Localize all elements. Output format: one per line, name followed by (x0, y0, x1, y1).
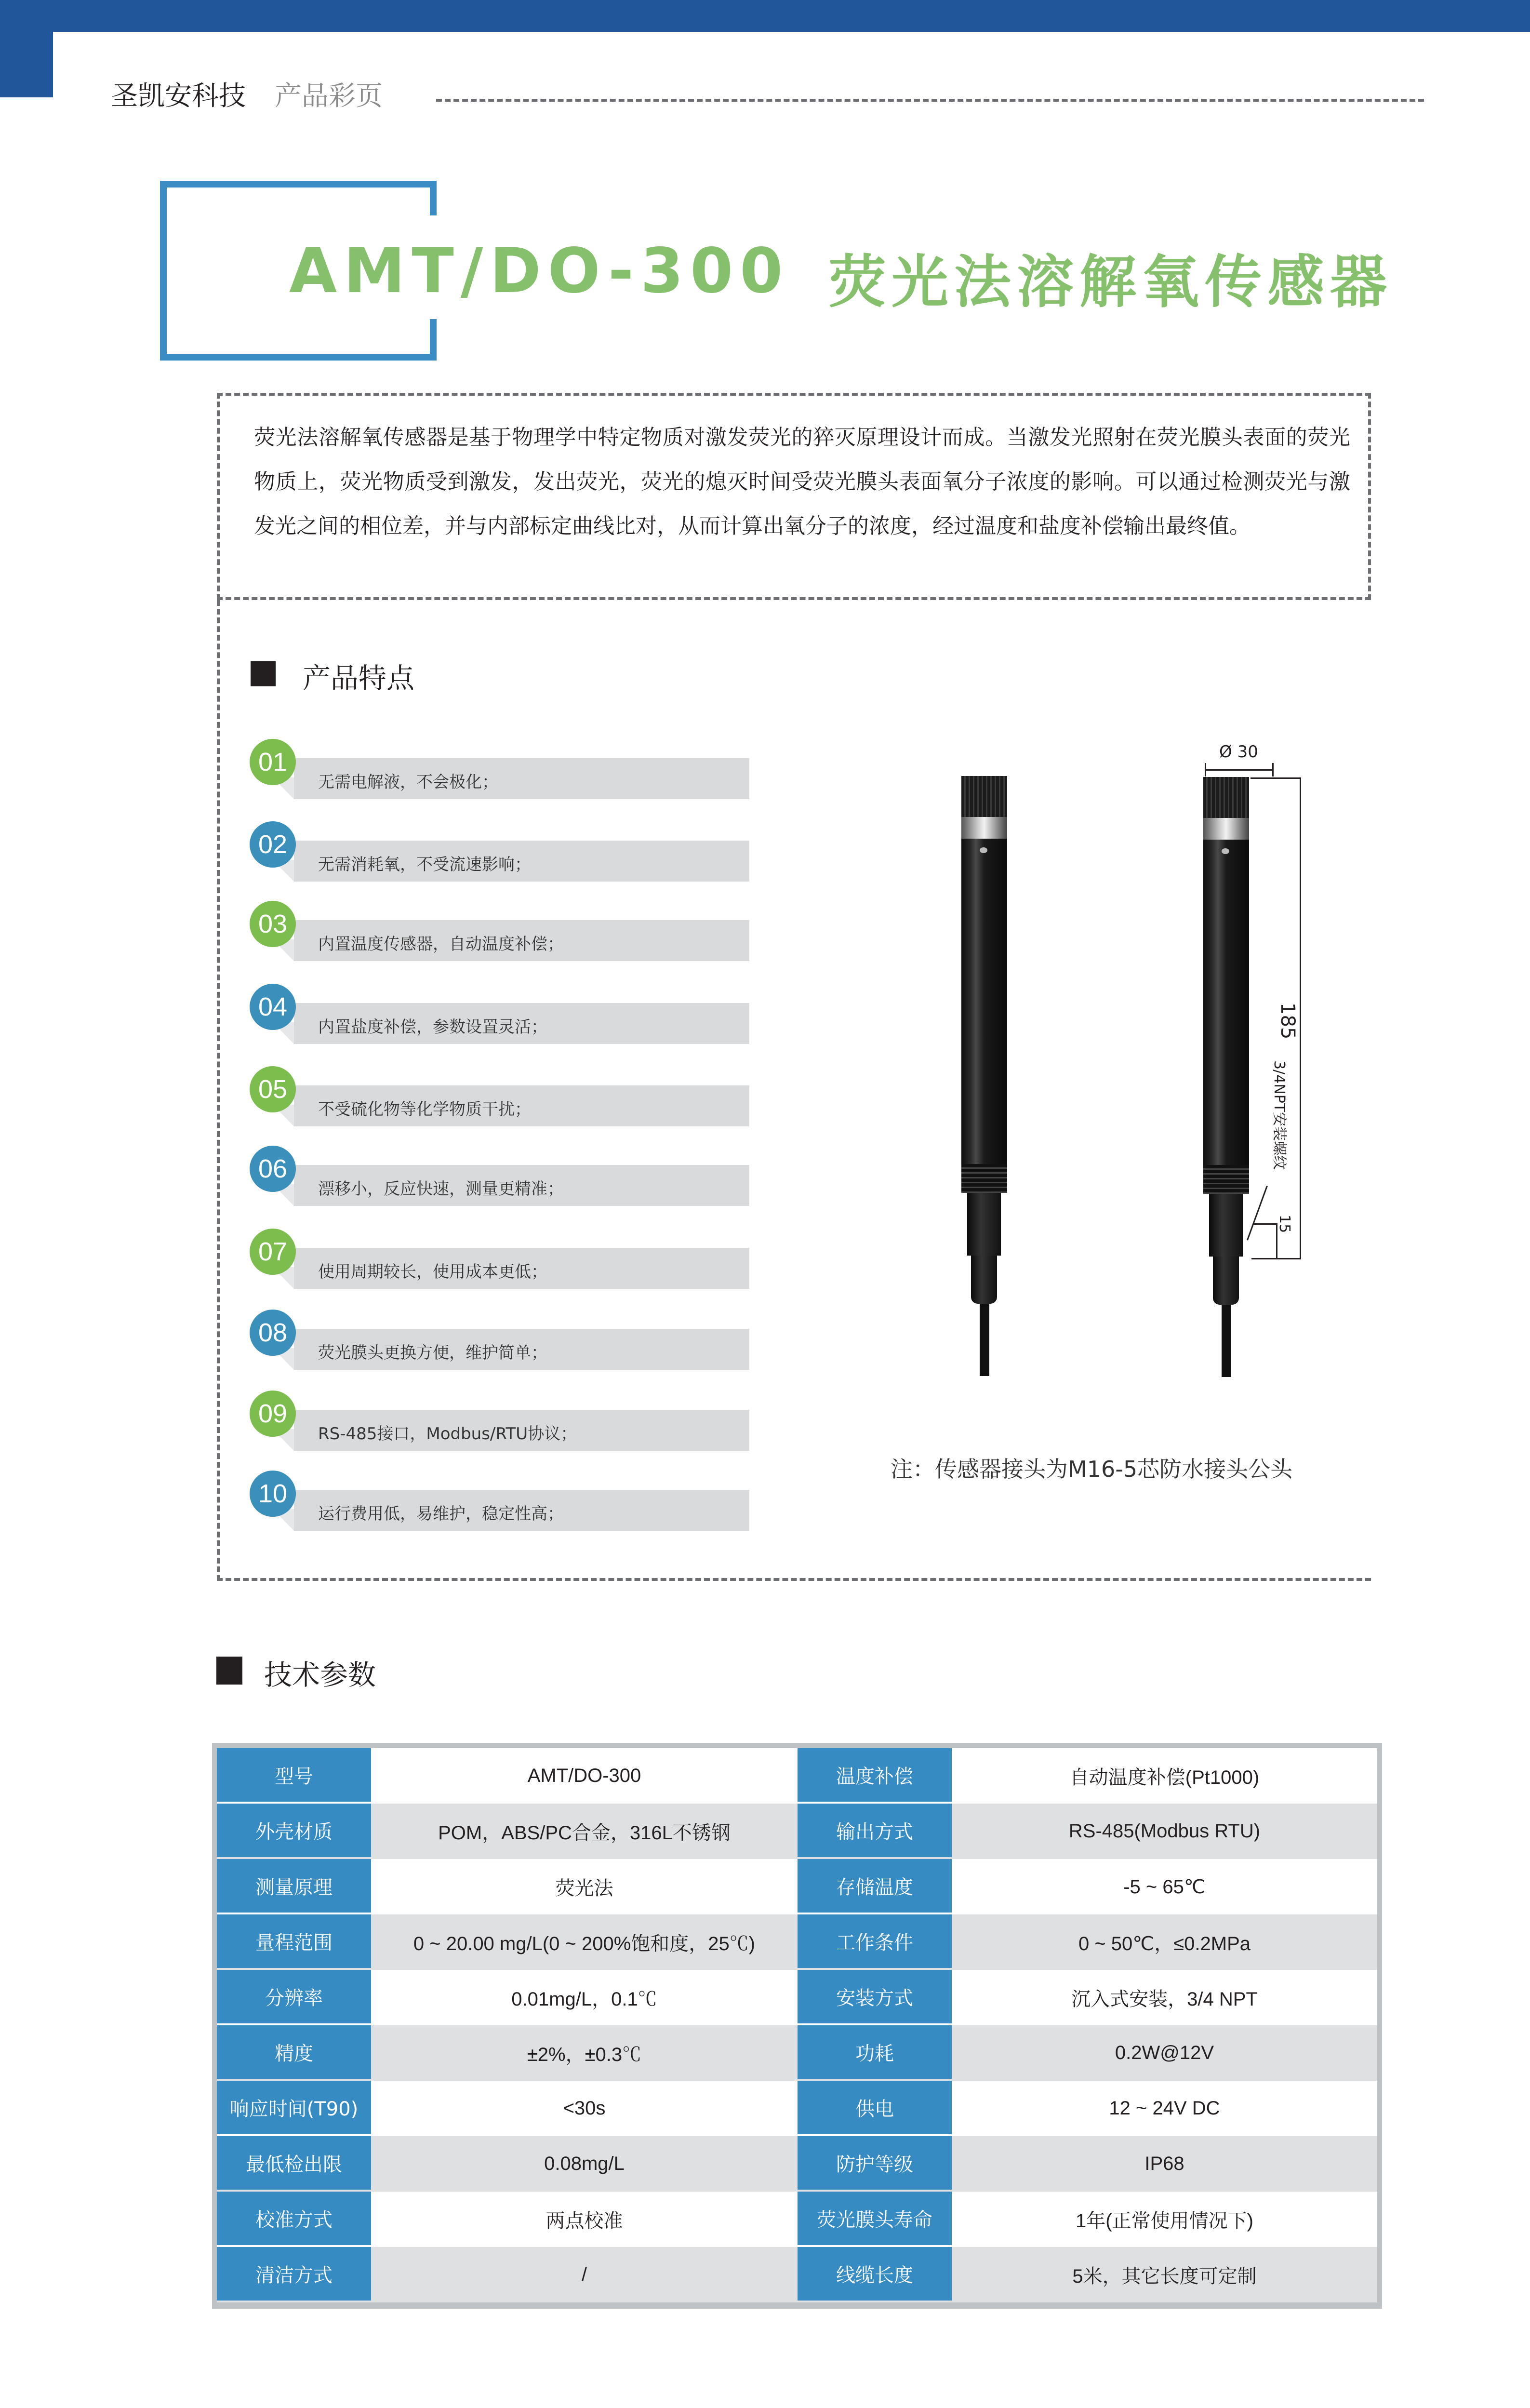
spec-label: 输出方式 (798, 1804, 952, 1857)
spec-label: 清洁方式 (217, 2247, 371, 2301)
spec-label: 精度 (217, 2025, 371, 2079)
table-row (217, 2192, 1377, 2247)
spec-value: 0 ~ 20.00 mg/L(0 ~ 200%饱和度，25℃) (413, 1933, 756, 1954)
header-tab (0, 0, 53, 97)
feature-text: 无需消耗氧，不受流速影响； (318, 855, 531, 874)
spec-label: 测量原理 (217, 1859, 371, 1913)
spec-value: ±2%，±0.3℃ (527, 2044, 642, 2065)
table-row (217, 1970, 1377, 2025)
spec-value: 荧光法 (555, 1878, 613, 1899)
spec-label: 响应时间(T90) (217, 2081, 371, 2134)
spec-label: 存储温度 (798, 1859, 952, 1913)
table-row (217, 1748, 1377, 1804)
spec-value: -5 ~ 65℃ (1123, 1876, 1206, 1898)
feature-item (250, 1399, 751, 1458)
section-marker-icon (251, 661, 276, 686)
spec-value: 5米，其它长度可定制 (1072, 2266, 1257, 2287)
spec-label: 温度补偿 (798, 1748, 952, 1802)
spec-value: 12 ~ 24V DC (1109, 2098, 1220, 2119)
spec-value: IP68 (1144, 2153, 1184, 2174)
spec-value: POM，ABS/PC合金，316L不锈钢 (438, 1822, 731, 1844)
table-row (217, 2025, 1377, 2081)
product-model: AMT/DO-300 (289, 235, 790, 307)
feature-text: RS-485接口，Modbus/RTU协议； (318, 1424, 577, 1444)
sensor-image-front (961, 776, 1007, 1376)
feature-text: 内置温度传感器，自动温度补偿； (318, 935, 564, 954)
spec-label: 防护等级 (798, 2136, 952, 2190)
feature-number-badge: 02 (250, 821, 296, 868)
features-title: 产品特点 (303, 662, 415, 695)
spec-value: 两点校准 (545, 2210, 623, 2232)
spec-label: 供电 (798, 2081, 952, 2134)
spec-value: 沉入式安装，3/4 NPT (1071, 1989, 1258, 2010)
sensor-image-dimensioned (1203, 777, 1249, 1377)
length-label: 185 (1277, 1003, 1299, 1040)
header-divider (436, 99, 1424, 102)
length-dim-top (1251, 777, 1301, 779)
feature-item (250, 1318, 751, 1377)
feature-item (250, 1479, 751, 1538)
feature-item (250, 748, 751, 806)
feature-text: 运行费用低，易维护，稳定性高； (318, 1504, 564, 1524)
feature-text: 荧光膜头更换方便，维护简单； (318, 1343, 547, 1363)
thread-type-label: 3/4NPT安装螺纹 (1271, 1060, 1288, 1170)
table-row (217, 2247, 1377, 2302)
spec-label: 分辨率 (217, 1970, 371, 2023)
feature-item (250, 1154, 751, 1213)
company-name: 圣凯安科技 (111, 80, 246, 112)
feature-item (250, 1237, 751, 1296)
feature-text: 不受硫化物等化学物质干扰； (318, 1100, 531, 1119)
table-row (217, 1804, 1377, 1859)
feature-text: 内置盐度补偿，参数设置灵活； (318, 1017, 547, 1037)
specs-title: 技术参数 (264, 1659, 376, 1691)
feature-number-badge: 08 (250, 1310, 296, 1356)
feature-number-badge: 05 (250, 1066, 296, 1112)
feature-text: 无需电解液，不会极化； (318, 773, 498, 792)
spec-label: 荧光膜头寿命 (798, 2192, 952, 2245)
feature-number-badge: 09 (250, 1391, 296, 1437)
spec-label: 最低检出限 (217, 2136, 371, 2190)
connector-note: 注：传感器接头为M16-5芯防水接头公头 (891, 1456, 1293, 1482)
spec-value: 0.08mg/L (544, 2153, 625, 2174)
feature-item (250, 1075, 751, 1134)
feature-text: 漂移小，反应快速，测量更精准； (318, 1179, 564, 1199)
diameter-label: Ø 30 (1219, 742, 1258, 762)
spec-label: 安装方式 (798, 1970, 952, 2023)
spec-label: 线缆长度 (798, 2247, 952, 2301)
spec-value: 0.01mg/L，0.1℃ (511, 1989, 657, 2010)
intro-text: 荧光法溶解氧传感器是基于物理学中特定物质对激发荧光的猝灭原理设计而成。当激发光照射在荧光膜头表面的荧光物质上，荧光物质受到激发，发出荧光，荧光的熄灭时间受荧光膜头表面氧分子浓度的影响。可以通过检测荧光与激发光之间的相位差，并与内部标定曲线比对，从而计算出氧分子的浓度，经过温度和盐度补偿输出最终值。 (254, 425, 1350, 538)
spec-value: 0.2W@12V (1115, 2042, 1214, 2063)
diameter-tick-left (1205, 763, 1206, 776)
feature-number-badge: 06 (250, 1146, 296, 1192)
feature-number-badge: 01 (250, 739, 296, 785)
spec-label: 外壳材质 (217, 1804, 371, 1857)
feature-number-badge: 10 (250, 1471, 296, 1517)
feature-item (250, 830, 751, 889)
table-row (217, 2136, 1377, 2192)
spec-value: 1年(正常使用情况下) (1076, 2210, 1253, 2232)
feature-item (250, 910, 751, 968)
length-dimension-line (1300, 777, 1301, 1259)
brochure-subtitle: 产品彩页 (275, 80, 383, 112)
section-marker-icon (216, 1657, 242, 1685)
spec-value: RS-485(Modbus RTU) (1068, 1820, 1261, 1842)
title-bracket-top-right (430, 181, 437, 215)
feature-number-badge: 03 (250, 901, 296, 947)
spec-value: / (581, 2264, 587, 2285)
feature-item (250, 992, 751, 1051)
spec-label: 型号 (217, 1748, 371, 1802)
spec-table (217, 1748, 1377, 2303)
spec-value: 自动温度补偿(Pt1000) (1069, 1767, 1260, 1788)
table-row (217, 1914, 1377, 1970)
feature-number-badge: 04 (250, 984, 296, 1030)
spec-value: <30s (563, 2098, 606, 2119)
thread-dim-top (1254, 1223, 1277, 1225)
feature-text: 使用周期较长，使用成本更低； (318, 1262, 547, 1282)
spec-label: 量程范围 (217, 1914, 371, 1968)
diameter-tick-right (1272, 763, 1274, 776)
diameter-dimension-line (1205, 769, 1272, 771)
spec-label: 工作条件 (798, 1914, 952, 1968)
feature-number-badge: 07 (250, 1229, 296, 1275)
title-bracket-bottom-right (430, 319, 437, 354)
spec-label: 功耗 (798, 2025, 952, 2079)
product-name: 荧光法溶解氧传感器 (829, 249, 1393, 315)
spec-label: 校准方式 (217, 2192, 371, 2245)
table-row (217, 2081, 1377, 2136)
header-bar (0, 0, 1530, 32)
table-row (217, 1859, 1377, 1914)
spec-value: 0 ~ 50℃，≤0.2MPa (1078, 1933, 1251, 1954)
spec-value: AMT/DO-300 (527, 1765, 641, 1786)
thread-length-label: 15 (1276, 1215, 1293, 1233)
